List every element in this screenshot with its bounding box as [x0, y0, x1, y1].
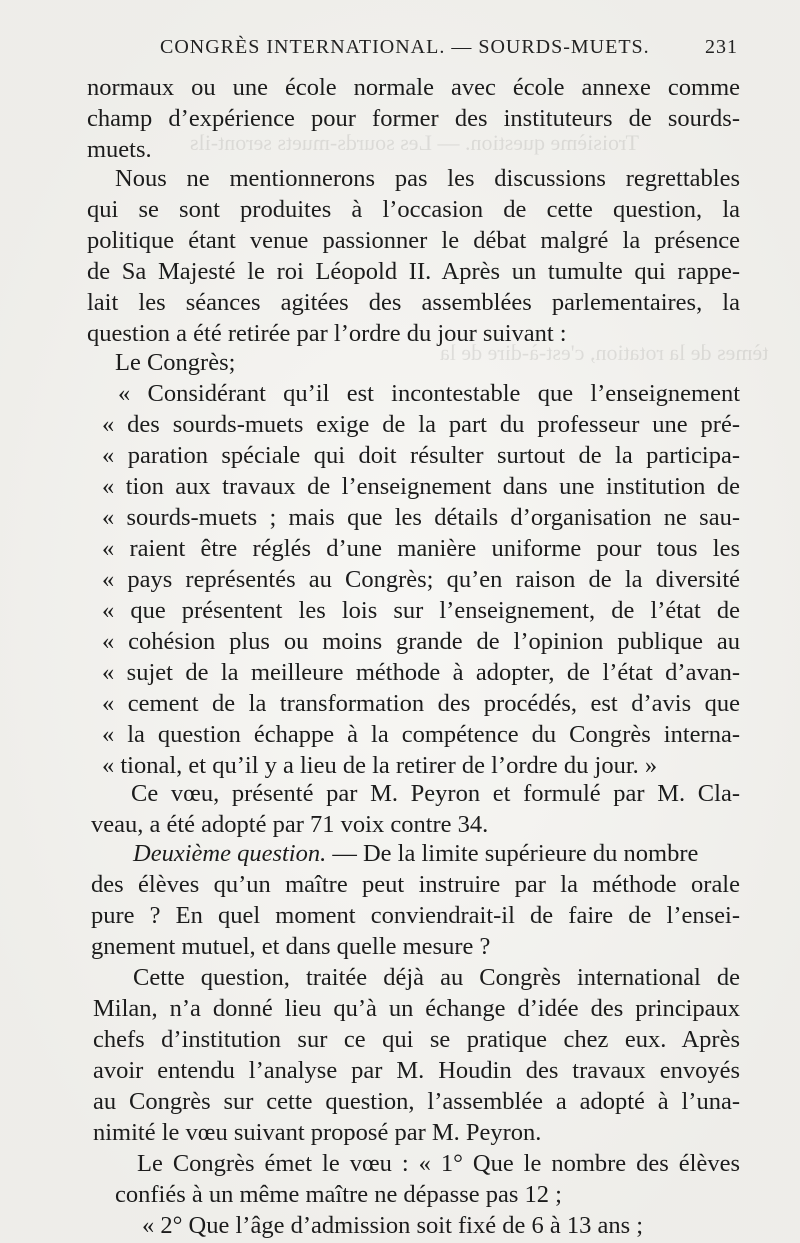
text-line: Le Congrès émet le vœu : « 1° Que le nombre des élèves: [137, 1150, 740, 1177]
quote-line: « sourds-muets ; mais que les détails d’organisation ne sau-: [102, 504, 740, 531]
quote-line: « paration spéciale qui doit résulter surtout de la participa-: [102, 442, 740, 469]
text-line: de Sa Majesté le roi Léopold II. Après un tumulte qui rappe-: [87, 258, 740, 285]
quote-line: « raient être réglés d’une manière uniforme pour tous les: [102, 535, 740, 562]
text-line: pure ? En quel moment conviendrait-il de faire de l’ensei-: [91, 902, 740, 929]
text-line: Ce vœu, présenté par M. Peyron et formulé par M. Cla-: [131, 780, 740, 807]
text-line: avoir entendu l’analyse par M. Houdin des travaux envoyés: [93, 1057, 740, 1084]
show-through-text: tèmes de la rotation, c'est-à-dire de la: [440, 340, 769, 365]
text-line: au Congrès sur cette question, l’assemblée a adopté à l’una-: [93, 1088, 740, 1115]
text-line: champ d’expérience pour former des instituteurs de sourds-: [87, 105, 740, 132]
text-line: confiés à un même maître ne dépasse pas 12 ;: [115, 1181, 562, 1208]
quote-line: « tional, et qu’il y a lieu de la retirer de l’ordre du jour. »: [102, 752, 658, 779]
text-line: Le Congrès;: [115, 349, 236, 376]
text-line: normaux ou une école normale avec école annexe comme: [87, 74, 740, 101]
text-line: gnement mutuel, et dans quelle mesure ?: [91, 933, 491, 960]
show-through-text: Troisième question. — Les sourds-muets seront-ils: [190, 130, 639, 155]
quote-line: « pays représentés au Congrès; qu’en raison de la diversité: [102, 566, 740, 593]
page-number: 231: [705, 36, 738, 58]
quote-line: « Considérant qu’il est incontestable que l’enseignement: [118, 380, 740, 407]
quote-line: « la question échappe à la compétence du Congrès interna-: [102, 721, 740, 748]
section-heading: Deuxième question.: [133, 840, 327, 867]
text-line: lait les séances agitées des assemblées parlementaires, la: [87, 289, 740, 316]
text-line: muets.: [87, 136, 152, 163]
text-line: nimité le vœu suivant proposé par M. Peyron.: [93, 1119, 542, 1146]
section-heading-line: [133, 838, 698, 869]
quote-line: « cement de la transformation des procédés, est d’avis que: [102, 690, 740, 717]
quote-line: « des sourds-muets exige de la part du professeur une pré-: [102, 411, 740, 438]
quote-line: « sujet de la meilleure méthode à adopter, de l’état d’avan-: [102, 659, 740, 686]
text-line: « 2° Que l’âge d’admission soit fixé de 6 à 13 ans ;: [142, 1212, 644, 1239]
text-line: veau, a été adopté par 71 voix contre 34.: [91, 811, 489, 838]
text-line: qui se sont produites à l’occasion de cette question, la: [87, 196, 740, 223]
running-title: CONGRÈS INTERNATIONAL. — SOURDS-MUETS.: [160, 36, 650, 58]
text-line: Nous ne mentionnerons pas les discussions regrettables: [115, 165, 740, 192]
text-line: question a été retirée par l’ordre du jour suivant :: [87, 320, 567, 347]
quote-line: « que présentent les lois sur l’enseignement, de l’état de: [102, 597, 740, 624]
text-fragment: — De la limite supérieure du nombre: [326, 840, 699, 867]
text-line: des élèves qu’un maître peut instruire par la méthode orale: [91, 871, 740, 898]
text-line: Milan, n’a donné lieu qu’à un échange d’idée des principaux: [93, 995, 740, 1022]
text-line: politique étant venue passionner le débat malgré la présence: [87, 227, 740, 254]
quote-line: « tion aux travaux de l’enseignement dans une institution de: [102, 473, 740, 500]
text-line: chefs d’institution sur ce qui se pratique chez eux. Après: [93, 1026, 740, 1053]
quote-line: « cohésion plus ou moins grande de l’opinion publique au: [102, 628, 740, 655]
text-line: Cette question, traitée déjà au Congrès international de: [133, 964, 740, 991]
